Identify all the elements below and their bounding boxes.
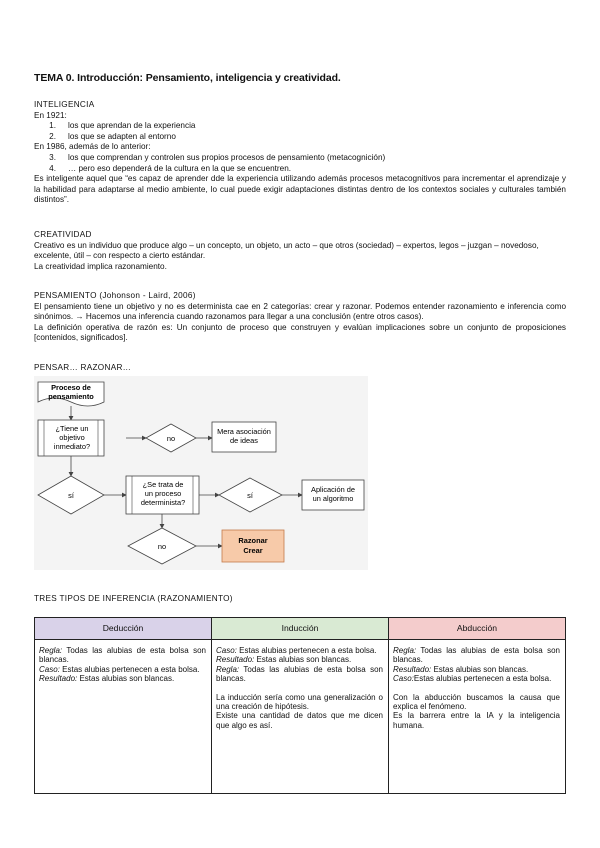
- flow-q1-line: inmediato?: [53, 442, 91, 451]
- flow-q2-line: un proceso: [144, 489, 182, 498]
- induccion-extra-1: La inducción sería como una generalización o una creación de hipótesis.: [216, 692, 383, 712]
- list-item-number: 4.: [49, 163, 56, 173]
- induccion-regla: [216, 665, 383, 684]
- flow-start-line: Proceso de: [51, 383, 91, 392]
- deduccion-regla: [39, 646, 206, 665]
- text-resultado: Estas alubias son blancas.: [431, 664, 529, 674]
- heading-pensar: PENSAR… RAZONAR…: [34, 363, 132, 372]
- flow-no2-label: no: [157, 542, 167, 551]
- label-resultado: Resultado:: [216, 655, 255, 665]
- creatividad-paragraph-1: Creativo es un individuo que produce algo – un concepto, un objeto, un acto – que otros (sociedad) – expertos, legos – juzgan – novedoso, excelente, útil – con respecto a cierto estándar.: [34, 240, 539, 261]
- text-regla: Todas las alubias de esta bolsa son blancas.: [393, 646, 560, 665]
- abduccion-extra-2: Es la barrera entre la IA y la inteligencia humana.: [393, 711, 560, 730]
- heading-inteligencia: INTELIGENCIA: [34, 100, 95, 109]
- text-regla: Todas las alubias de esta bolsa son blancas.: [39, 646, 206, 665]
- induccion-extra-2: Existe una cantidad de datos que me dicen que algo es así.: [216, 711, 383, 730]
- section-tres-tipos: [34, 594, 566, 605]
- abduccion-regla: [393, 646, 560, 665]
- flow-aplic-line: Aplicación de: [311, 485, 355, 494]
- section-pensar: [34, 363, 566, 374]
- flow-algoritmo-node: [302, 480, 364, 510]
- flow-mera-asociacion-node: [212, 422, 276, 452]
- section-inteligencia: [34, 100, 566, 206]
- flowchart: [34, 376, 368, 570]
- list-1986: [34, 153, 566, 174]
- table-header-row: [35, 618, 566, 640]
- label-regla: Regla:: [216, 664, 240, 674]
- table-row: [35, 640, 566, 794]
- abduccion-caso: [393, 674, 560, 683]
- list-item-number: 2.: [49, 131, 56, 141]
- flow-question-objetivo: [38, 420, 104, 456]
- pensamiento-paragraph-2: La definición operativa de razón es: Un conjunto de proceso que construyen y evalúan implicaciones sobre un conjunto de proposiciones [contenidos, significados].: [34, 322, 566, 343]
- cell-induccion: [212, 640, 389, 794]
- header-induccion: Inducción: [212, 618, 389, 640]
- induccion-caso: [216, 646, 383, 655]
- label-resultado: Resultado:: [393, 664, 432, 674]
- flow-q2-line: ¿Se trata de: [142, 480, 184, 489]
- list-item: [34, 164, 566, 175]
- flow-razonar-crear-node: [222, 530, 284, 562]
- text-en-1921: En 1921:: [34, 110, 67, 120]
- list-item-text: los que aprendan de la experiencia: [68, 121, 196, 131]
- flow-mera-line: Mera asociación: [217, 427, 271, 436]
- pensamiento-paragraph-1: El pensamiento tiene un objetivo y no es determinista cae en 2 categorías: crear y razonar. Podemos entender razonamiento e inferencia como sinónimos. → Hacemos una inferencia cuando razonamos para llegar a una conclusión (entre otros casos).: [34, 301, 566, 322]
- list-1921: [34, 121, 566, 142]
- list-item: [34, 121, 566, 132]
- flow-question-determinista: [126, 476, 199, 514]
- list-item-text: … pero eso dependerá de la cultura en la que se encuentren.: [68, 163, 292, 173]
- abduccion-resultado: [393, 665, 560, 674]
- text-caso: Estas alubias pertenecen a esta bolsa.: [236, 646, 377, 655]
- label-caso: Caso:: [393, 674, 414, 684]
- flow-start-line: pensamiento: [48, 392, 94, 401]
- creatividad-paragraph-2: La creatividad implica razonamiento.: [34, 261, 167, 271]
- flow-q2-line: determinista?: [140, 498, 186, 507]
- flow-razonar-line: Razonar: [238, 536, 268, 545]
- label-caso: Caso:: [39, 664, 60, 674]
- section-creatividad: [34, 230, 566, 272]
- deduccion-resultado: [39, 674, 206, 683]
- text-resultado: Estas alubias son blancas.: [77, 674, 175, 684]
- flow-si2-label: sí: [247, 491, 253, 500]
- text-regla: Todas las alubias de esta bolsa son blancas.: [216, 664, 383, 684]
- text-resultado: Estas alubias son blancas.: [254, 655, 352, 665]
- induccion-resultado: [216, 655, 383, 664]
- inteligencia-definition: Es inteligente aquel que “es capaz de aprender dde la experiencia utilizando además procesos metacognitivos para incrementar el aprendizaje y la habilidad para adaptarse al medio ambiente, lo cual puede exigir adaptaciones distintas dentro de los contextos sociales y culturales también distintos”.: [34, 174, 566, 205]
- list-item: [34, 153, 566, 164]
- label-resultado: Resultado:: [39, 674, 78, 684]
- abduccion-extra-1: Con la abducción buscamos la causa que explica el fenómeno.: [393, 692, 560, 712]
- deduccion-caso: [39, 665, 206, 674]
- heading-creatividad: CREATIVIDAD: [34, 230, 92, 239]
- flow-aplic-line: un algoritmo: [312, 494, 354, 503]
- label-regla: Regla:: [39, 646, 63, 655]
- flow-si1-label: sí: [68, 491, 74, 500]
- label-caso: Caso:: [216, 646, 237, 655]
- list-item-number: 3.: [49, 152, 56, 162]
- list-item-number: 1.: [49, 121, 56, 131]
- header-deduccion: Deducción: [35, 618, 212, 640]
- text-en-1986: En 1986, además de lo anterior:: [34, 142, 151, 152]
- flow-q1-line: objetivo: [59, 433, 85, 442]
- flow-no1-label: no: [166, 434, 176, 443]
- list-item-text: los que comprendan y controlen sus propios procesos de pensamiento (metacognición): [68, 152, 386, 162]
- heading-pensamiento: PENSAMIENTO (Johonson - Laird, 2006): [34, 291, 196, 300]
- text-caso: Estas alubias pertenecen a esta bolsa.: [59, 664, 200, 674]
- document-title: TEMA 0. Introducción: Pensamiento, inteligencia y creatividad.: [34, 72, 341, 84]
- cell-abduccion: [389, 640, 566, 794]
- heading-tres-tipos: TRES TIPOS DE INFERENCIA (RAZONAMIENTO): [34, 594, 233, 603]
- inference-table: [34, 617, 566, 794]
- section-pensamiento: [34, 291, 566, 344]
- list-item: [34, 132, 566, 143]
- text-caso: Estas alubias pertenecen a esta bolsa.: [413, 674, 552, 684]
- flow-mera-line: de ideas: [230, 436, 258, 445]
- header-abduccion: Abducción: [389, 618, 566, 640]
- label-regla: Regla:: [393, 646, 417, 655]
- cell-deduccion: [35, 640, 212, 794]
- list-item-text: los que se adapten al entorno: [68, 131, 176, 141]
- flow-razonar-line: Crear: [243, 546, 263, 555]
- flow-q1-line: ¿Tiene un: [55, 424, 89, 433]
